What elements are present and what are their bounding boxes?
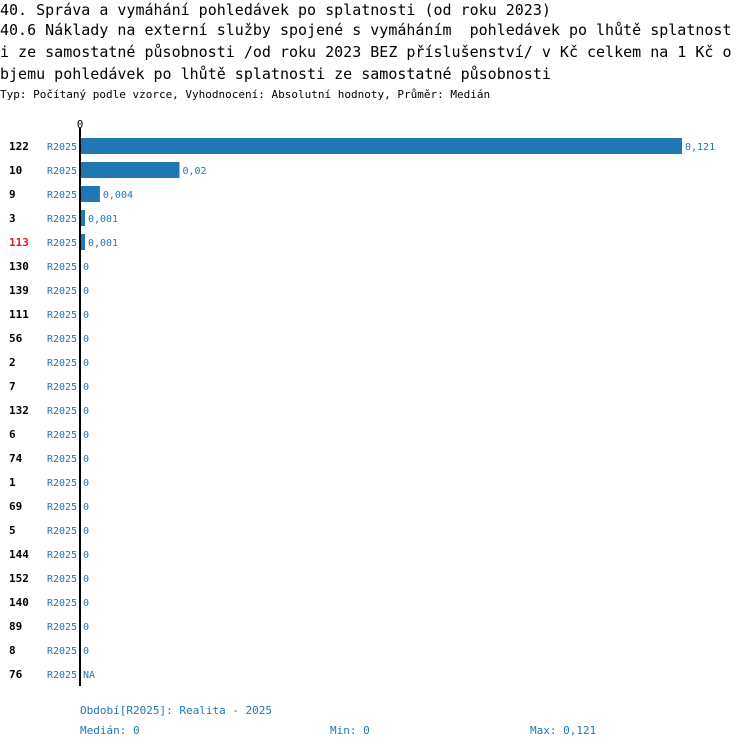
series-label: R2025 bbox=[47, 286, 78, 297]
series-label: R2025 bbox=[47, 142, 78, 153]
series-label: R2025 bbox=[47, 598, 78, 609]
value-label: 0 bbox=[83, 502, 90, 513]
category-label: 74 bbox=[9, 452, 23, 465]
bar bbox=[80, 138, 682, 154]
max-stat: Max: 0,121 bbox=[530, 724, 597, 737]
value-label: 0,001 bbox=[87, 214, 119, 225]
value-label: 0 bbox=[83, 310, 90, 321]
value-label: 0,001 bbox=[87, 238, 119, 249]
category-label: 152 bbox=[9, 572, 29, 585]
category-label: 111 bbox=[9, 308, 29, 321]
value-label: 0 bbox=[83, 334, 90, 345]
title-line-1: 40. Správa a vymáhání pohledávek po splatnosti (od roku 2023) bbox=[0, 1, 551, 19]
title-line-3: i ze samostatné působnosti /od roku 2023 BEZ příslušenství/ v Kč celkem na 1 Kč o bbox=[0, 43, 732, 61]
series-label: R2025 bbox=[47, 214, 78, 225]
series-label: R2025 bbox=[47, 166, 78, 177]
category-label: 3 bbox=[9, 212, 16, 225]
category-label: 89 bbox=[9, 620, 23, 633]
series-label: R2025 bbox=[47, 502, 78, 513]
value-label: 0 bbox=[83, 478, 90, 489]
series-label: R2025 bbox=[47, 358, 78, 369]
series-label: R2025 bbox=[47, 550, 78, 561]
category-label: 130 bbox=[9, 260, 29, 273]
category-label: 9 bbox=[9, 188, 16, 201]
category-label: 10 bbox=[9, 164, 23, 177]
value-label: 0,02 bbox=[182, 166, 207, 177]
value-label: 0 bbox=[83, 262, 90, 273]
value-label: 0,004 bbox=[102, 190, 134, 201]
category-label: 7 bbox=[9, 380, 16, 393]
median-stat: Medián: 0 bbox=[80, 724, 140, 737]
value-label: 0 bbox=[83, 550, 90, 561]
category-label: 140 bbox=[9, 596, 29, 609]
value-label: 0 bbox=[83, 622, 90, 633]
axis-tick-label: 0 bbox=[76, 118, 84, 131]
category-label: 69 bbox=[9, 500, 23, 513]
series-label: R2025 bbox=[47, 646, 78, 657]
value-label: 0 bbox=[83, 406, 90, 417]
category-label: 56 bbox=[9, 332, 23, 345]
category-label: 76 bbox=[9, 668, 23, 681]
series-label: R2025 bbox=[47, 262, 78, 273]
series-label: R2025 bbox=[47, 454, 78, 465]
value-label: 0 bbox=[83, 574, 90, 585]
series-label: R2025 bbox=[47, 574, 78, 585]
category-label: 8 bbox=[9, 644, 16, 657]
series-label: R2025 bbox=[47, 190, 78, 201]
series-label: R2025 bbox=[47, 478, 78, 489]
series-label: R2025 bbox=[47, 310, 78, 321]
category-label: 2 bbox=[9, 356, 16, 369]
value-label: 0 bbox=[83, 430, 90, 441]
period-legend: Období[R2025]: Realita - 2025 bbox=[80, 704, 273, 717]
value-label: 0 bbox=[83, 382, 90, 393]
value-label: NA bbox=[83, 670, 96, 681]
value-label: 0 bbox=[83, 454, 90, 465]
value-label: 0 bbox=[83, 598, 90, 609]
series-label: R2025 bbox=[47, 670, 78, 681]
value-label: 0 bbox=[83, 358, 90, 369]
series-label: R2025 bbox=[47, 238, 78, 249]
series-label: R2025 bbox=[47, 622, 78, 633]
bar bbox=[80, 186, 100, 202]
series-label: R2025 bbox=[47, 406, 78, 417]
value-label: 0 bbox=[83, 646, 90, 657]
series-label: R2025 bbox=[47, 334, 78, 345]
title-line-4: bjemu pohledávek po lhůtě splatnosti ze samostatné působnosti bbox=[0, 65, 551, 83]
value-label: 0 bbox=[83, 526, 90, 537]
category-label: 5 bbox=[9, 524, 16, 537]
series-label: R2025 bbox=[47, 430, 78, 441]
title-line-2: 40.6 Náklady na externí služby spojené s vymáháním pohledávek po lhůtě splatnost bbox=[0, 21, 732, 39]
chart-subtitle: Typ: Počítaný podle vzorce, Vyhodnocení: Absolutní hodnoty, Průměr: Medián bbox=[0, 88, 491, 101]
bar bbox=[80, 162, 180, 178]
category-label: 6 bbox=[9, 428, 16, 441]
category-label: 113 bbox=[9, 236, 29, 249]
category-label: 144 bbox=[9, 548, 29, 561]
category-label: 122 bbox=[9, 140, 29, 153]
series-label: R2025 bbox=[47, 382, 78, 393]
value-label: 0 bbox=[83, 286, 90, 297]
category-label: 132 bbox=[9, 404, 29, 417]
value-label: 0,121 bbox=[685, 142, 716, 153]
category-label: 139 bbox=[9, 284, 29, 297]
min-stat: Min: 0 bbox=[330, 724, 370, 737]
series-label: R2025 bbox=[47, 526, 78, 537]
category-label: 1 bbox=[9, 476, 16, 489]
